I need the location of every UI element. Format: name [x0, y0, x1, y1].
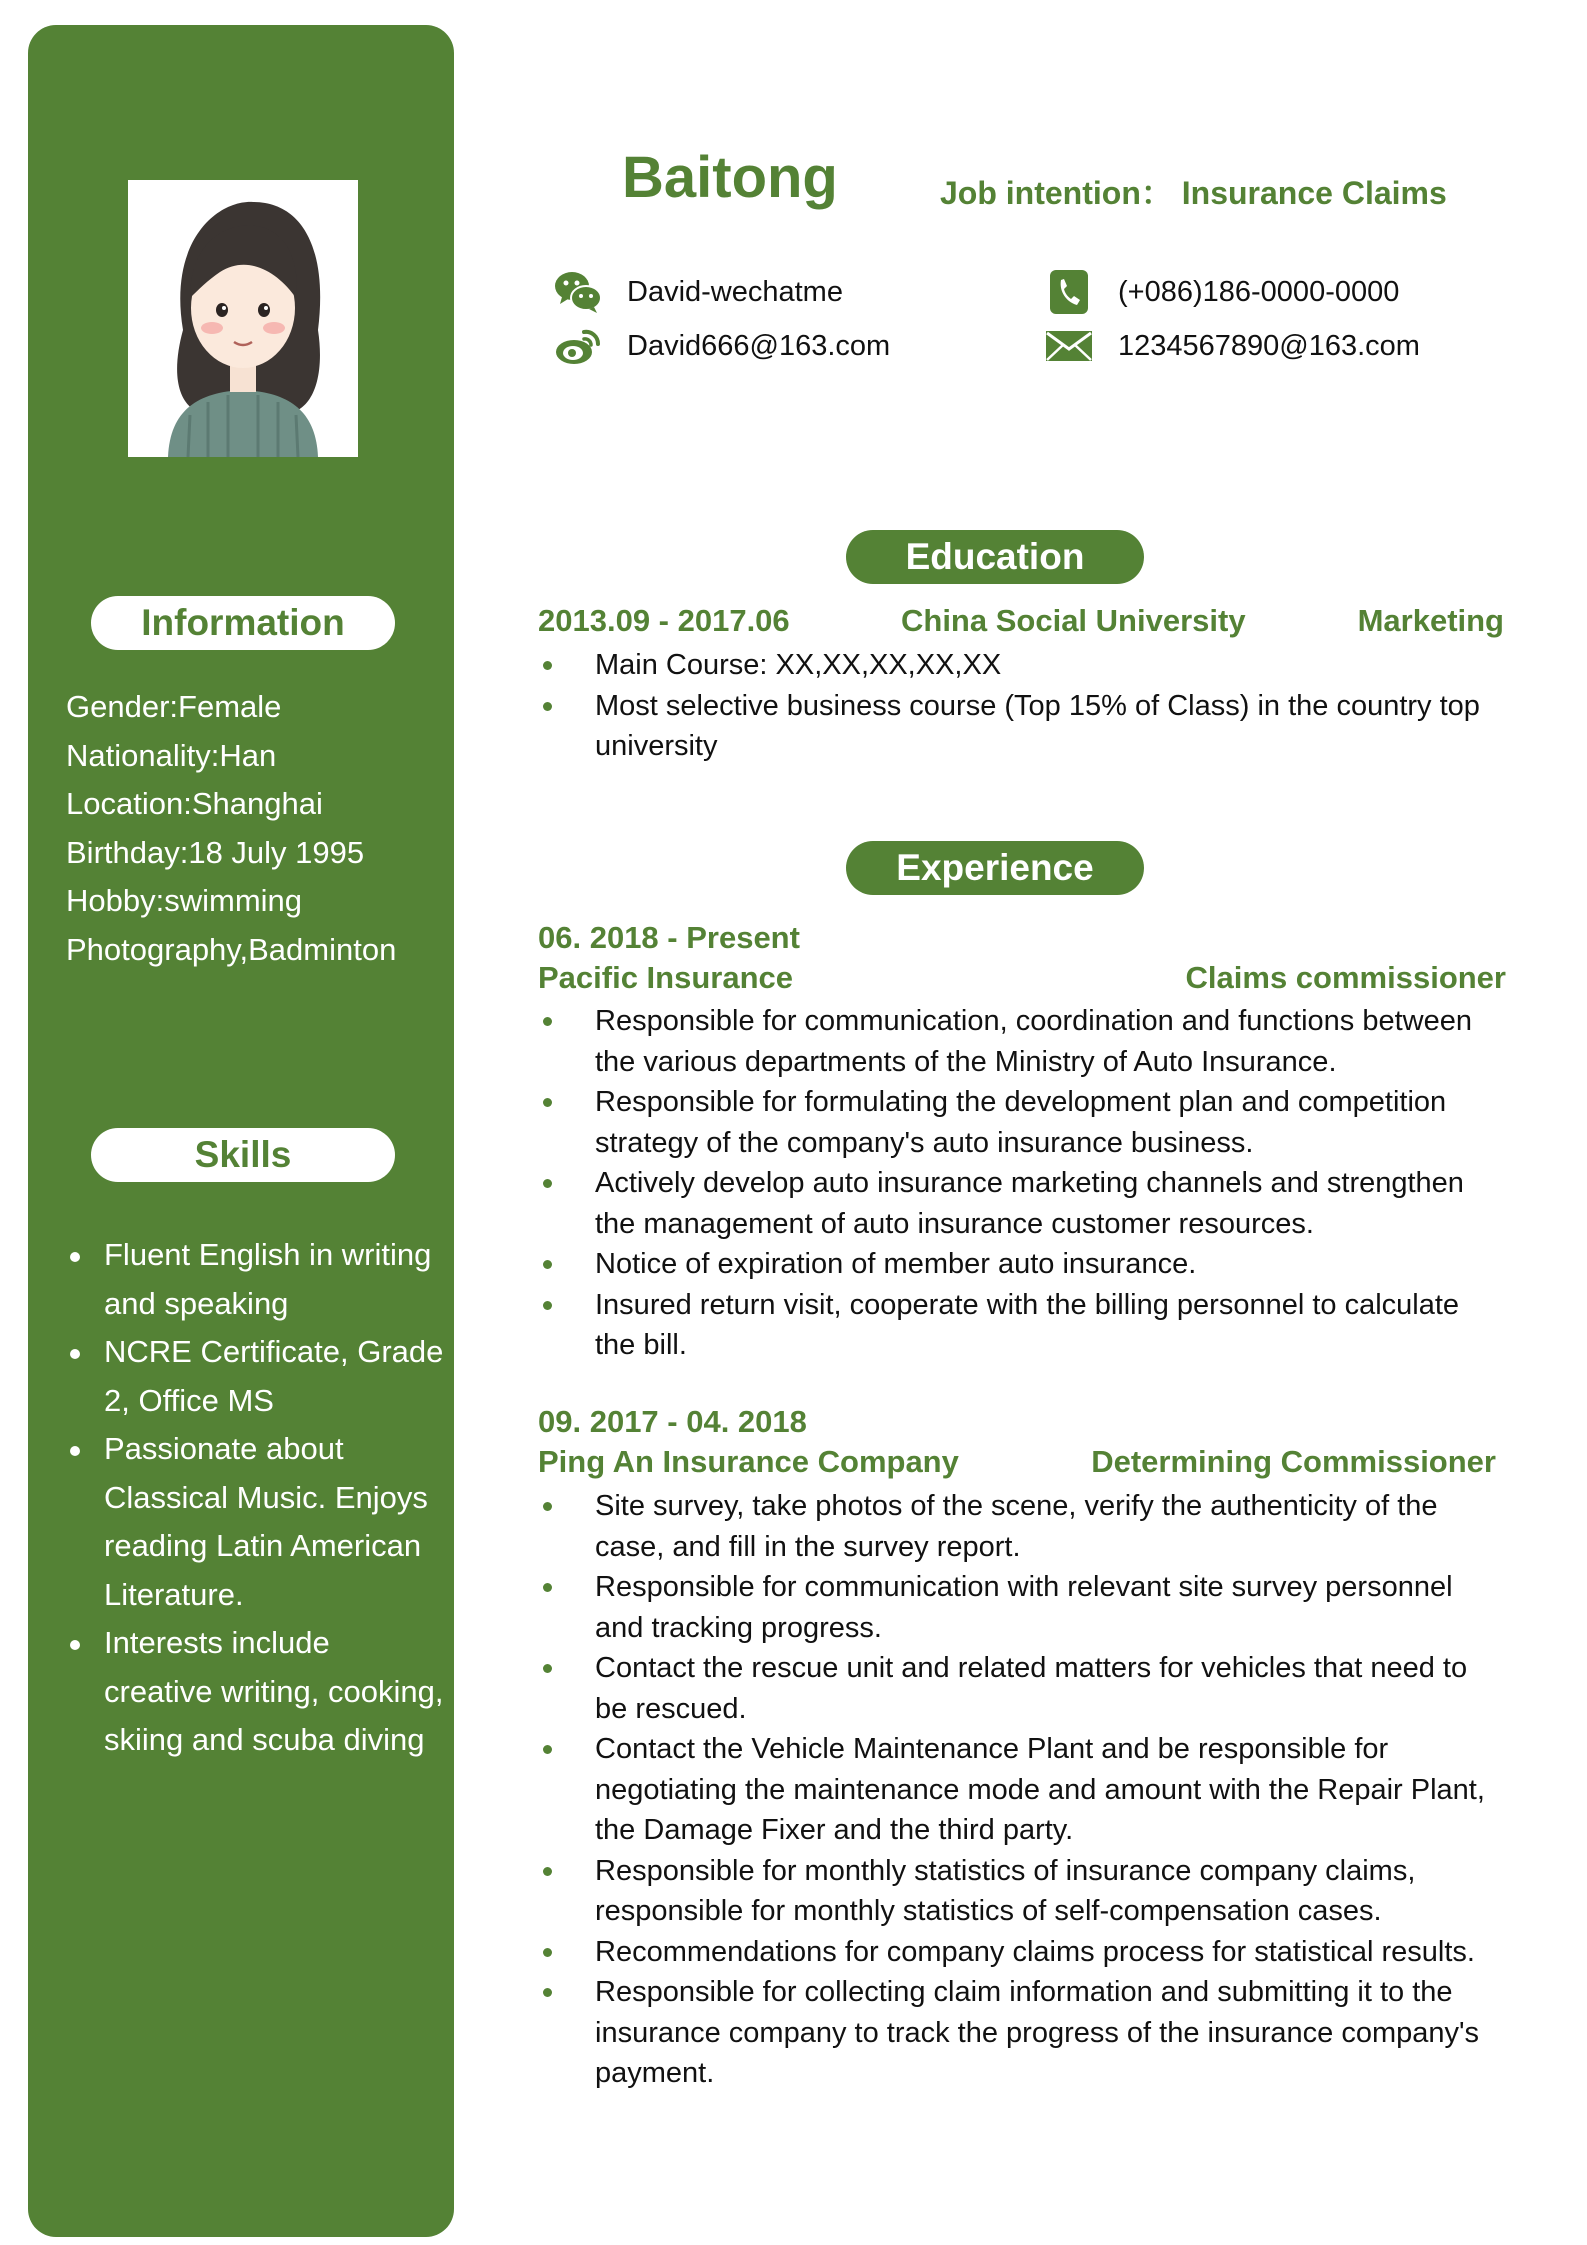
- list-item: Main Course: XX,XX,XX,XX,XX: [538, 645, 1506, 686]
- job-1-company: Pacific Insurance: [538, 960, 794, 995]
- list-item: Responsible for communication, coordination and functions between the various departments of the Ministry of Auto Insurance.: [538, 1001, 1506, 1082]
- avatar-illustration: [128, 180, 358, 457]
- weibo-account: David666@163.com: [627, 329, 891, 362]
- list-item: Recommendations for company claims process for statistical results.: [538, 1932, 1506, 1973]
- job-intention-label: Job intention：: [940, 175, 1173, 211]
- phone-number: (+086)186-0000-0000: [1118, 275, 1400, 308]
- job-1-period-row: [538, 920, 1506, 964]
- job-1-title-row: [538, 960, 1506, 1004]
- skill-item: Interests include creative writing, cooking, skiing and scuba diving: [66, 1619, 446, 1765]
- weibo-icon: [553, 322, 603, 370]
- contact-phone: [1044, 268, 1399, 316]
- info-hobby: Hobby:swimming: [66, 883, 303, 918]
- contact-wechat: [553, 268, 843, 316]
- info-location: Location:Shanghai: [66, 786, 323, 821]
- list-item: Actively develop auto insurance marketing channels and strengthen the management of auto insurance customer resources.: [538, 1163, 1506, 1244]
- sidebar: [28, 25, 454, 2237]
- information-list: [66, 683, 396, 974]
- wechat-id: David-wechatme: [627, 275, 843, 308]
- contact-email: [1044, 322, 1420, 370]
- job-2-details: [538, 1486, 1506, 2094]
- profile-photo: [128, 180, 358, 457]
- info-nationality: Nationality:Han: [66, 737, 277, 773]
- job-intention-value: Insurance Claims: [1181, 175, 1447, 211]
- job-2-period-row: [538, 1404, 1506, 1448]
- email-address: 1234567890@163.com: [1118, 329, 1420, 362]
- list-item: Insured return visit, cooperate with the billing personnel to calculate the bill.: [538, 1285, 1506, 1366]
- skill-item: NCRE Certificate, Grade 2, Office MS: [66, 1328, 446, 1425]
- skills-heading: Skills: [91, 1128, 395, 1182]
- skill-item: Passionate about Classical Music. Enjoys reading Latin American Literature.: [66, 1425, 446, 1619]
- contact-weibo: [553, 322, 890, 370]
- information-heading: Information: [91, 596, 395, 650]
- info-gender: Gender:Female: [66, 689, 282, 724]
- experience-heading: Experience: [846, 841, 1144, 895]
- wechat-icon: [553, 268, 603, 316]
- phone-icon: [1044, 268, 1094, 316]
- list-item: Responsible for collecting claim information and submitting it to the insurance company to track the progress of the insurance company's payment.: [538, 1972, 1506, 2094]
- info-hobby-continued: Photography,Badminton: [66, 931, 397, 967]
- job-2-company: Ping An Insurance Company: [538, 1444, 959, 1479]
- list-item: Site survey, take photos of the scene, verify the authenticity of the case, and fill in the survey report.: [538, 1486, 1506, 1567]
- skills-list: [66, 1231, 446, 1765]
- job-2-role: Determining Commissioner: [1091, 1444, 1496, 1479]
- job-intention: [940, 168, 1447, 214]
- job-1-period: 06. 2018 - Present: [538, 920, 800, 955]
- list-item: Notice of expiration of member auto insurance.: [538, 1244, 1506, 1285]
- list-item: Responsible for formulating the development plan and competition strategy of the company's auto insurance business.: [538, 1082, 1506, 1163]
- list-item: Most selective business course (Top 15% of Class) in the country top university: [538, 686, 1506, 767]
- info-birthday: Birthday:18 July 1995: [66, 834, 365, 870]
- candidate-name: Baitong: [622, 145, 838, 210]
- job-1-details: [538, 1001, 1506, 1366]
- list-item: Contact the Vehicle Maintenance Plant and be responsible for negotiating the maintenance mode and amount with the Repair Plant, the Damage Fixer and the third party.: [538, 1729, 1506, 1851]
- list-item: Contact the rescue unit and related matters for vehicles that need to be rescued.: [538, 1648, 1506, 1729]
- job-2-period: 09. 2017 - 04. 2018: [538, 1404, 807, 1439]
- skill-item: Fluent English in writing and speaking: [66, 1231, 446, 1328]
- mail-icon: [1044, 322, 1094, 370]
- education-period: 2013.09 - 2017.06: [538, 603, 790, 638]
- job-2-title-row: [538, 1444, 1506, 1488]
- list-item: Responsible for communication with relevant site survey personnel and tracking progress.: [538, 1567, 1506, 1648]
- list-item: Responsible for monthly statistics of insurance company claims, responsible for monthly statistics of self-compensation cases.: [538, 1851, 1506, 1932]
- education-row: [538, 603, 1506, 647]
- education-details: [538, 645, 1506, 767]
- education-school: China Social University: [901, 603, 1246, 638]
- education-major: Marketing: [1357, 603, 1504, 638]
- job-1-role: Claims commissioner: [1185, 960, 1506, 995]
- education-heading: Education: [846, 530, 1144, 584]
